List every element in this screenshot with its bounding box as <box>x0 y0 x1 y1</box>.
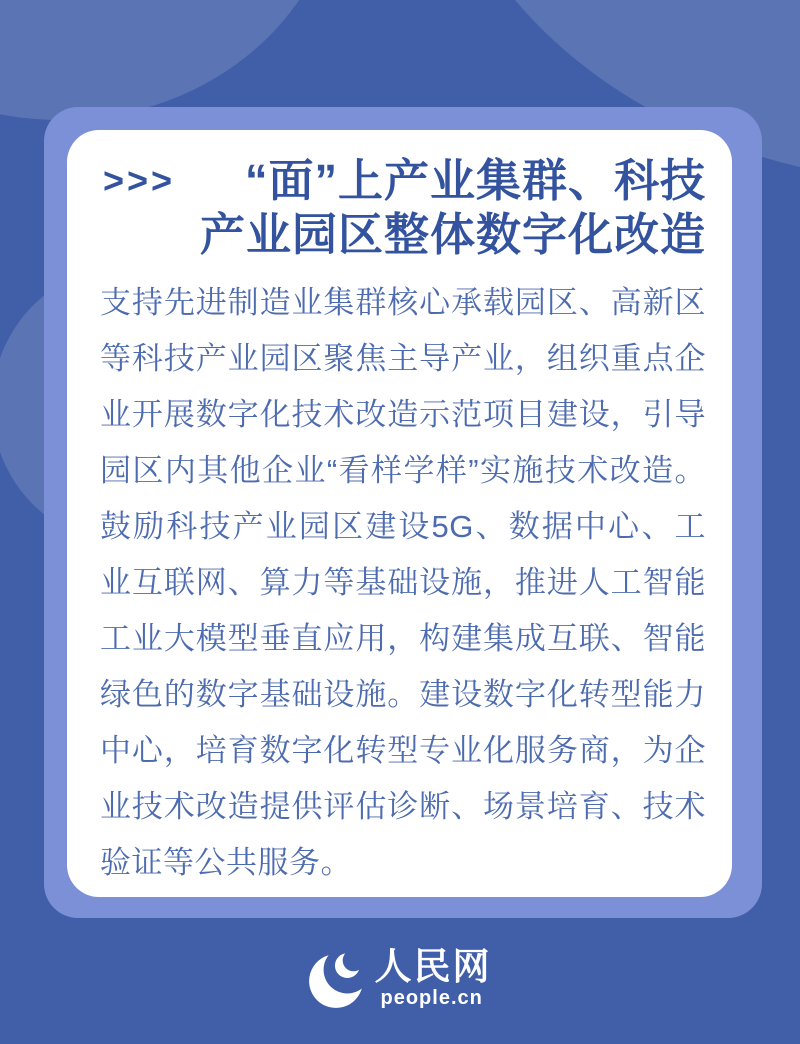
content-card <box>67 130 732 897</box>
people-cn-logo <box>309 946 492 1010</box>
title-line-1: “面”上产业集群、科技 <box>244 155 706 206</box>
logo-chinese-text: 人民网 <box>374 946 492 987</box>
crescent-globe-icon <box>309 946 365 1010</box>
logo-domain-text: people.cn <box>380 987 483 1009</box>
logo-text-block <box>375 947 492 1009</box>
chevron-right-icon: >>> <box>103 160 176 201</box>
section-title <box>100 154 706 262</box>
footer <box>0 938 800 1018</box>
decorative-blob-top-left <box>0 0 340 120</box>
title-line-2: 产业园区整体数字化改造 <box>199 209 706 260</box>
body-text: 支持先进制造业集群核心承载园区、高新区等科技产业园区聚焦主导产业，组织重点企业开展数字化技术改造示范项目建设，引导园区内其他企业“看样学样”实施技术改造。鼓励科技产业园区建设5G、数据中心、工业互联网、算力等基础设施，推进人工智能工业大模型垂直应用，构建集成互联、智能绿色的数字基础设施。建设数字化转型能力中心，培育数字化转型专业化服务商，为企业技术改造提供评估诊断、场景培育、技术验证等公共服务。 <box>100 285 706 880</box>
